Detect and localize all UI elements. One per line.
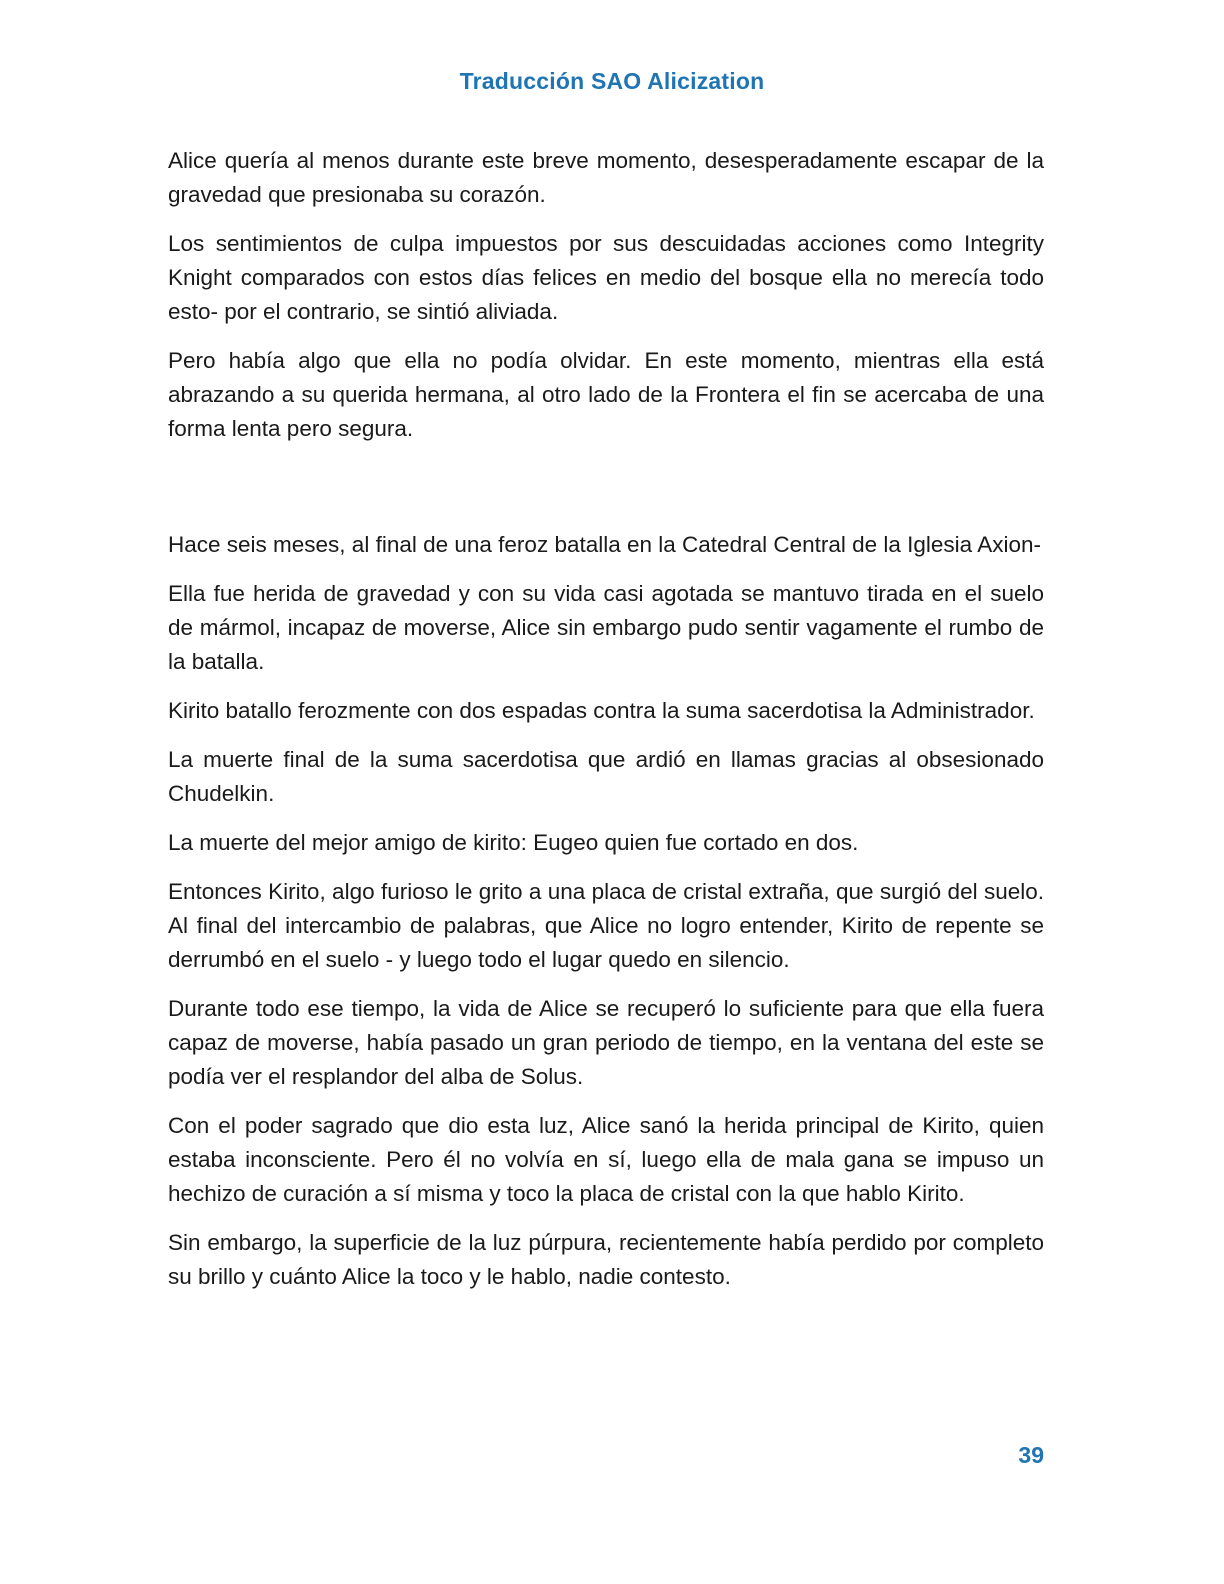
paragraph: Ella fue herida de gravedad y con su vida casi agotada se mantuvo tirada en el suelo de mármol, incapaz de moverse, Alice sin embargo pudo sentir vagamente el rumbo de la batalla. — [168, 581, 1044, 674]
paragraph: Entonces Kirito, algo furioso le grito a una placa de cristal extraña, que surgió del suelo. Al final del intercambio de palabras, que Alice no logro entender, Kirito de repente se derrumbó en el suelo - y luego todo el lugar quedo en silencio. — [168, 879, 1044, 972]
paragraph: Con el poder sagrado que dio esta luz, Alice sanó la herida principal de Kirito, quien estaba inconsciente. Pero él no volvía en sí, luego ella de mala gana se impuso un hechizo de curación a sí misma y toco la placa de cristal con la que hablo Kirito. — [168, 1113, 1044, 1206]
page-number: 39 — [1018, 1442, 1044, 1468]
page-header-title: Traducción SAO Alicization — [459, 68, 765, 94]
paragraph: Hace seis meses, al final de una feroz batalla en la Catedral Central de la Iglesia Axion- — [168, 532, 1041, 557]
paragraph: Alice quería al menos durante este breve momento, desesperadamente escapar de la gravedad que presionaba su corazón. — [168, 148, 1044, 207]
paragraph: Kirito batallo ferozmente con dos espadas contra la suma sacerdotisa la Administrador. — [168, 698, 1035, 723]
paragraph: Los sentimientos de culpa impuestos por sus descuidadas acciones como Integrity Knight comparados con estos días felices en medio del bosque ella no merecía todo esto- por el contrario, se sintió aliviada. — [168, 231, 1044, 324]
section-break — [168, 461, 1044, 528]
document-body — [168, 144, 1044, 1309]
paragraph: La muerte final de la suma sacerdotisa que ardió en llamas gracias al obsesionado Chudelkin. — [168, 747, 1044, 806]
paragraph: Pero había algo que ella no podía olvidar. En este momento, mientras ella está abrazando a su querida hermana, al otro lado de la Frontera el fin se acercaba de una forma lenta pero segura. — [168, 348, 1044, 441]
paragraph: Sin embargo, la superficie de la luz púrpura, recientemente había perdido por completo su brillo y cuánto Alice la toco y le hablo, nadie contesto. — [168, 1230, 1044, 1289]
paragraph: La muerte del mejor amigo de kirito: Eugeo quien fue cortado en dos. — [168, 830, 859, 855]
paragraph: Durante todo ese tiempo, la vida de Alice se recuperó lo suficiente para que ella fuera capaz de moverse, había pasado un gran periodo de tiempo, en la ventana del este se podía ver el resplandor del alba de Solus. — [168, 996, 1044, 1089]
